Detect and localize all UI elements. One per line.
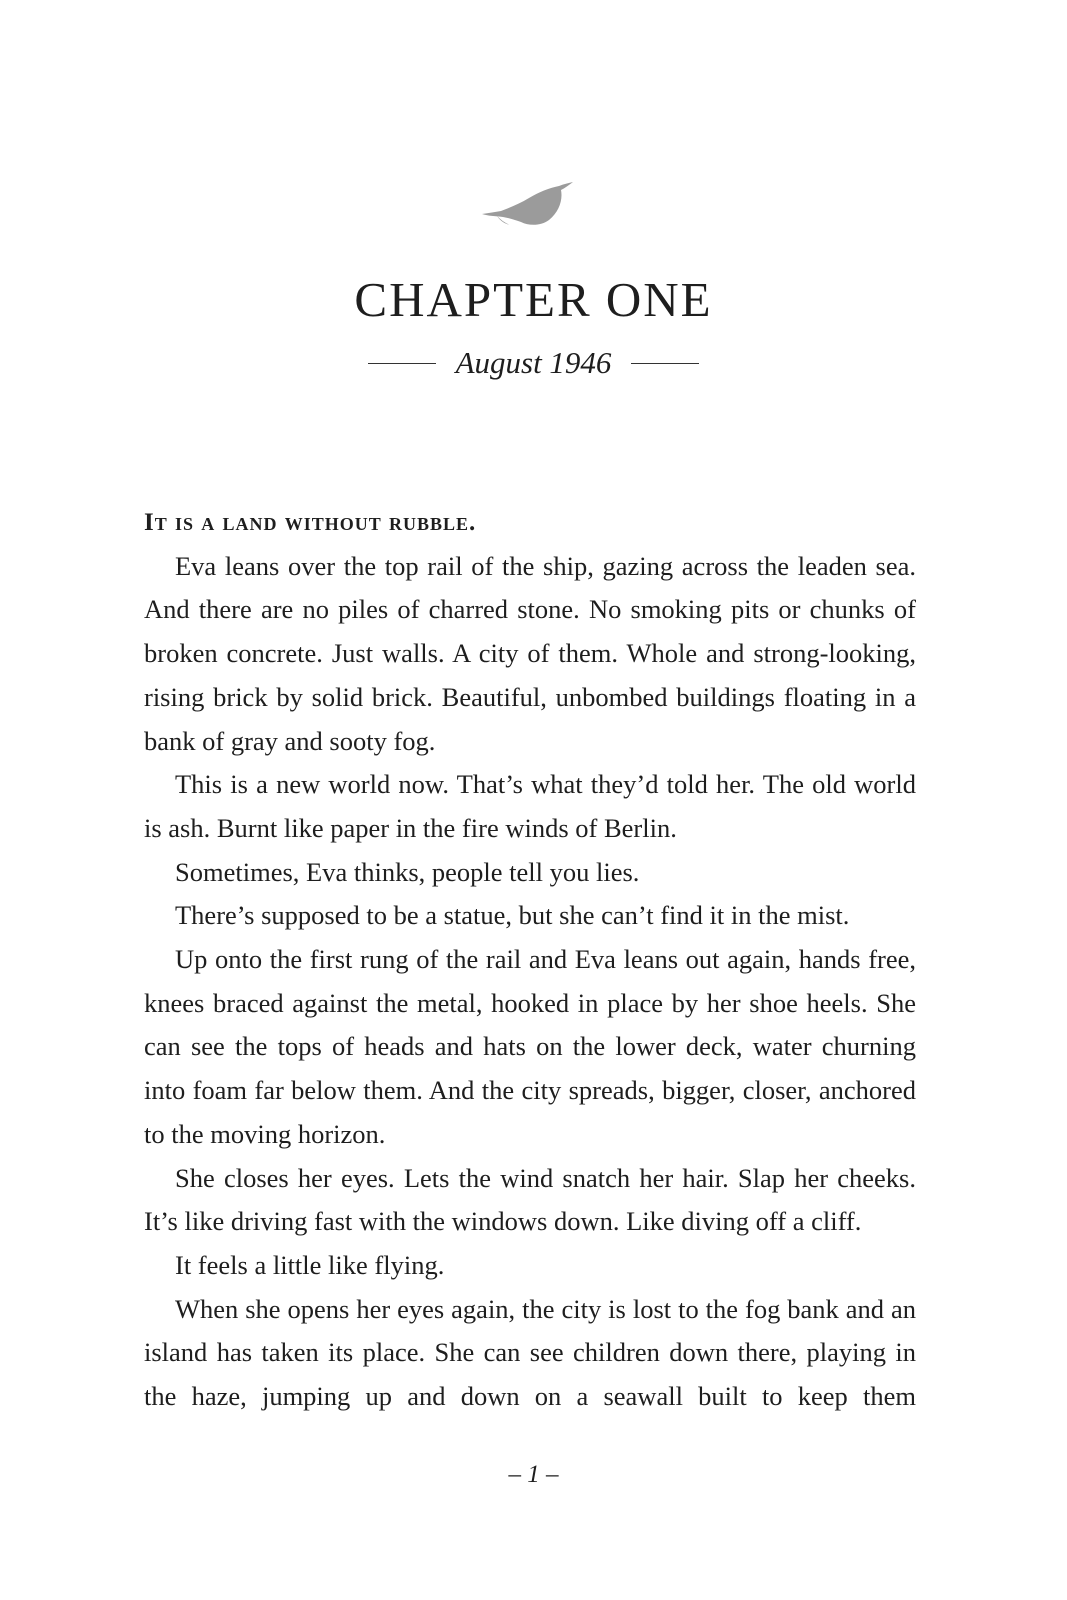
paragraph: Up onto the first rung of the rail and Eva leans out again, hands free, knees braced against the metal, hooked in place by her shoe heels. She can see the tops of heads and hats on the lower deck, water churning into foam far below them. And the city spreads, bigger, closer, anchored to the moving horizon. [144,944,916,1149]
paragraph: When she opens her eyes again, the city is lost to the fog bank and an island has taken its place. She can see children down there, playing in the haze, jumping up and down on a seawall built to keep them [144,1293,916,1412]
right-rule [631,363,699,364]
chapter-body [144,501,916,1419]
paragraph: She closes her eyes. Lets the wind snatch her hair. Slap her cheeks. It’s like driving fast with the windows down. Like diving off a cliff. [144,1162,916,1237]
paragraph: Sometimes, Eva thinks, people tell you lies. [175,856,640,887]
paragraph: There’s supposed to be a statue, but she can’t find it in the mist. [175,900,850,931]
chapter-date: August 1946 [455,345,612,380]
left-rule [368,363,436,364]
paragraph: Eva leans over the top rail of the ship, gazing across the leaden sea. And there are no piles of charred stone. No smoking pits or chunks of broken concrete. Just walls. A city of them. Whole and strong-looking, rising brick by solid brick. Beautiful, unbombed buildings floating in a bank of gray and sooty fog. [144,550,916,756]
chapter-date-line [0,343,1067,383]
paragraph: This is a new world now. That’s what they’d told her. The old world is ash. Burnt like paper in the fire winds of Berlin. [144,769,916,843]
opening-line: It is a land without rubble. [144,509,477,536]
paragraph: It feels a little like flying. [175,1249,445,1280]
bird-silhouette-icon [479,180,575,230]
chapter-title: CHAPTER ONE [354,272,713,327]
page-number: – 1 – [508,1461,559,1488]
